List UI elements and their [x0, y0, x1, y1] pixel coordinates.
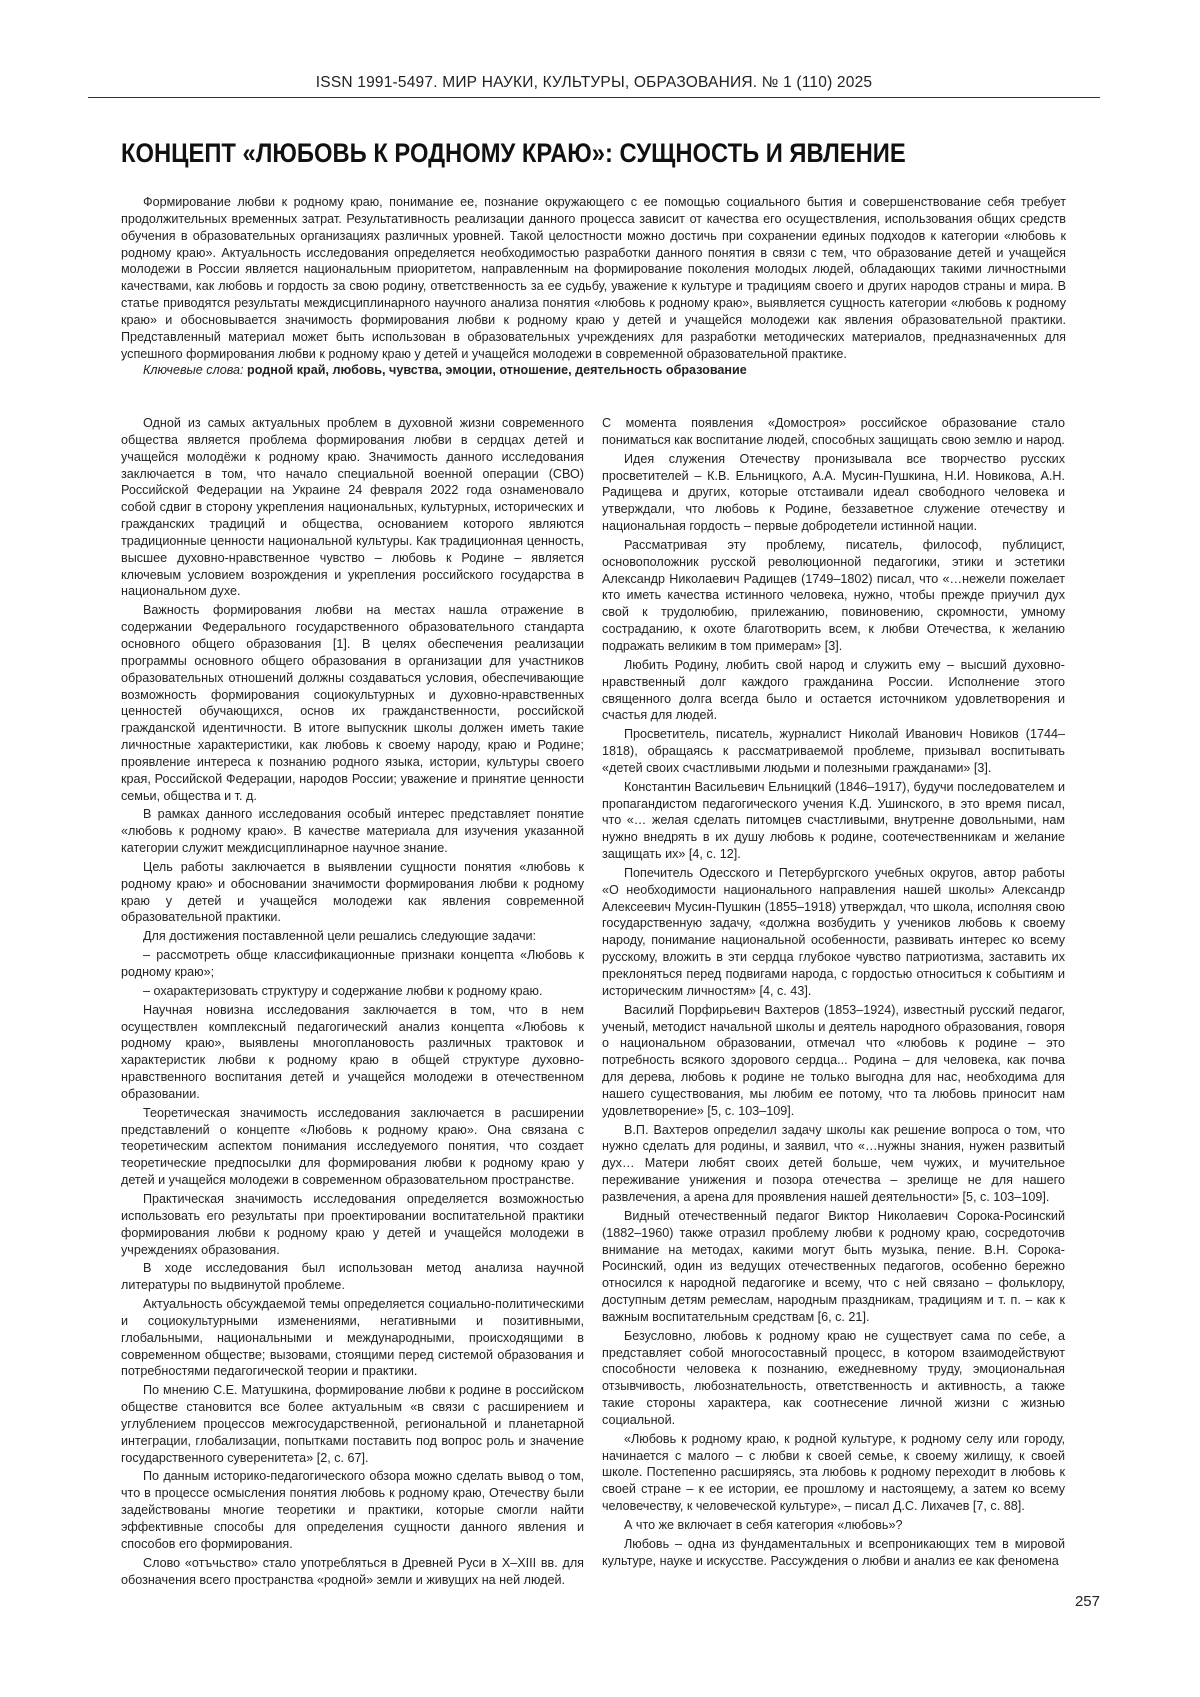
body-paragraph: По мнению С.Е. Матушкина, формирование любви к родине в российском обществе становится все более актуальным «в связи с расширением и углублением процессов межгосударственной, региональной и планетарной интеграции, глобализации, попытками поставить под вопрос роль и значение государственного суверенитета» [2, с. 67].	[121, 1382, 584, 1466]
keywords-label: Ключевые слова:	[143, 363, 244, 377]
body-paragraph: Идея служения Отечеству пронизывала все творчество русских просветителей – К.В. Ельницкого, А.А. Мусин-Пушкина, Н.И. Новикова, А.Н. Радищева и других, которые отстаивали идеал свободного человека и утверждали, что любовь к Родине, беззаветное служение отечеству и национальная гордость – первые добродетели истинной нации.	[602, 451, 1065, 535]
body-paragraph: В рамках данного исследования особый интерес представляет понятие «любовь к родному краю». В качестве материала для изучения указанной категории служит междисциплинарное научное знание.	[121, 806, 584, 857]
abstract	[121, 194, 1066, 379]
body-paragraph: Безусловно, любовь к родному краю не существует сама по себе, а представляет собой многосоставный процесс, в котором взаимодействуют способности человека к познанию, ежедневному труду, эмоциональная отзывчивость, любознательность, ответственность и активность, а также такие стороны характера, как соотнесение личной жизни с жизнью социальной.	[602, 1328, 1065, 1429]
body-paragraph: Для достижения поставленной цели решались следующие задачи:	[121, 928, 584, 945]
running-head: ISSN 1991-5497. МИР НАУКИ, КУЛЬТУРЫ, ОБРАЗОВАНИЯ. № 1 (110) 2025	[88, 74, 1100, 92]
abstract-text: Формирование любви к родному краю, понимание ее, познание окружающего с ее помощью социального бытия и совершенствование себя требует продолжительных временных затрат. Результативность реализации данного процесса зависит от качества его осуществления, использования общих средств обучения в образовательных организациях различных уровней. Такой целостности можно достичь при сохранении единых подходов к категории «любовь к родному краю». Актуальность исследования определяется необходимостью разработки данного понятия в связи с тем, что образование детей и учащейся молодежи в России является национальным приоритетом, направленным на формирование поколения молодых людей, обладающих такими личностными качествами, как любовь и гордость за свою родину, ответственность за ее судьбу, уважение к культуре и традициям своего и других народов страны и мира. В статье приводятся результаты междисциплинарного научного анализа понятия «любовь к родному краю», выявляется сущность категории «любовь к родному краю» и обосновывается значимость формирования любви к родному краю у детей и учащейся молодежи как явления образовательной практики. Представленный материал может быть использован в образовательных учреждениях для разработки методических материалов, предназначенных для успешного формирования любви к родному краю у детей и учащейся молодежи в современной образовательной практике.	[121, 194, 1066, 362]
left-column	[121, 415, 584, 1590]
body-paragraph: Слово «отъчьство» стало употребляться в Древней Руси в X–XIII вв. для обозначения всего пространства «родной» земли и живущих на ней людей.	[121, 1555, 584, 1589]
body-paragraph: Одной из самых актуальных проблем в духовной жизни современного общества является проблема формирования любви в сердцах детей и учащейся молодёжи к родному краю. Значимость данного исследования заключается в том, что начало специальной военной операции (СВО) Российской Федерации на Украине 24 февраля 2022 года ознаменовало собой сдвиг в сторону укрепления национальных, культурных, исторических и гражданских традиций и общества, основанием которого являются традиционные ценности национальной культуры. Как традиционная ценность, высшее духовно-нравственное чувство – любовь к Родине – является ключевым условием возрождения и укрепления российского государства в национальном духе.	[121, 415, 584, 600]
body-paragraph: Константин Васильевич Ельницкий (1846–1917), будучи последователем и пропагандистом педагогического учения К.Д. Ушинского, в это время писал, что «… желая сделать питомцев счастливыми, внутренне довольными, нам нужно внедрять в их душу любовь к родине, соотечественникам и желание защищать их» [4, с. 12].	[602, 779, 1065, 863]
body-paragraph: Любовь – одна из фундаментальных и всепроникающих тем в мировой культуре, науке и искусстве. Рассуждения о любви и анализ ее как феномена	[602, 1536, 1065, 1570]
body-paragraph: Просветитель, писатель, журналист Николай Иванович Новиков (1744–1818), обращаясь к рассматриваемой проблеме, призывал воспитывать «детей своих счастливыми людьми и полезными гражданами» [3].	[602, 726, 1065, 777]
keywords-text: родной край, любовь, чувства, эмоции, отношение, деятельность образование	[247, 363, 747, 377]
body-paragraph: Важность формирования любви на местах нашла отражение в содержании Федерального государственного образовательного стандарта основного общего образования [1]. В целях обеспечения реализации программы основного общего образования в организации для участников образовательных отношений должны создаваться условия, обеспечивающие возможность формирования социокультурных и духовно-нравственных ценностей обучающихся, основ их гражданственности, российской гражданской идентичности. В итоге выпускник школы должен иметь такие личностные характеристики, как любовь к своему народу, краю и Родине; проявление интереса к познанию родного языка, истории, культуры своего края, Российской Федерации, народов России; уважение и принятие ценности семьи, общества и т. д.	[121, 602, 584, 804]
body-paragraph: Попечитель Одесского и Петербургского учебных округов, автор работы «О необходимости национального направления нашей школы» Александр Алексеевич Мусин-Пушкин (1855–1918) утверждал, что школа, исполняя свою государственную задачу, «должна возбудить у учеников любовь к своему народу, понимание национальной особенности, развивать интерес ко всему русскому, вложить в эти сердца глубокое чувство патриотизма, заставить их преклоняться перед подвигами народа, с гордостью относиться к событиям и историческим личностям» [4, с. 43].	[602, 865, 1065, 1000]
article-title: КОНЦЕПТ «ЛЮБОВЬ К РОДНОМУ КРАЮ»: СУЩНОСТЬ И ЯВЛЕНИЕ	[121, 137, 966, 169]
body-paragraph: Теоретическая значимость исследования заключается в расширении представлений о концепте «Любовь к родному краю». Она связана с теоретическим аспектом понимания исследуемого понятия, что создает теоретические предпосылки для формирования любви к родному краю у детей и учащейся молодежи в современном образовательном пространстве.	[121, 1105, 584, 1189]
body-paragraph: Рассматривая эту проблему, писатель, философ, публицист, основоположник русской революционной педагогики, этики и эстетики Александр Николаевич Радищев (1749–1802) писал, что «…нежели пожелает кто иметь качества истинного человека, нужно, чтобы прежде приучил дух свой к трудолюбию, прилежанию, повиновению, скромности, умному состраданию, к охоте благотворить всем, к любви Отечества, к желанию подражать великим в том примерам» [3].	[602, 537, 1065, 655]
page-number: 257	[1050, 1593, 1100, 1610]
body-paragraph: А что же включает в себя категория «любовь»?	[602, 1517, 1065, 1534]
body-paragraph: Научная новизна исследования заключается в том, что в нем осуществлен комплексный педагогический анализ концепта «Любовь к родному краю», выявлены многоплановость различных трактовок и характеристик любви к родному краю в общей структуре духовно-нравственного воспитания детей и учащейся молодежи в отечественном образовании.	[121, 1002, 584, 1103]
task-list-item: – рассмотреть обще классификационные признаки концепта «Любовь к родному краю»;	[121, 947, 584, 981]
body-paragraph: Василий Порфирьевич Вахтеров (1853–1924), известный русский педагог, ученый, методист начальной школы и деятель народного образования, говоря о национальном образовании, отмечал что «любовь к родине – это потребность всякого здорового сердца... Родина – для человека, как почва для дерева, любовь к родине не только выгодна для нас, необходима для нашего существования, мы любим ее потому, что та любовь приносит нам удовлетворение» [5, с. 103–109].	[602, 1002, 1065, 1120]
body-paragraph: Актуальность обсуждаемой темы определяется социально-политическими и социокультурными изменениями, негативными и позитивными, глобальными, национальными и международными, происходящими в современном обществе; вызовами, стоящими перед системой образования и потребностями педагогической теории и практики.	[121, 1296, 584, 1380]
body-paragraph: Практическая значимость исследования определяется возможностью использовать его результаты при проектировании воспитательной практики формирования любви к родному краю у детей и учащейся молодежи в учреждениях образования.	[121, 1191, 584, 1258]
body-paragraph: По данным историко-педагогического обзора можно сделать вывод о том, что в процессе осмысления понятия любовь к родному краю, Отечеству были задействованы многие теоретики и практики, которые смогли найти эффективные способы для определения сущности данного явления и способов его формирования.	[121, 1468, 584, 1552]
body-paragraph: Видный отечественный педагог Виктор Николаевич Сорока-Росинский (1882–1960) также отразил проблему любви к родному краю, сосредоточив внимание на методах, какими могут быть музыка, пение. В.Н. Сорока-Росинский, один из ведущих отечественных педагогов, особенно бережно относился к народной педагогике и всему, что с ней связано – фольклору, доступным детям ремеслам, народным праздникам, традициям и т. п. – как к важным воспитательным средствам [6, с. 21].	[602, 1208, 1065, 1326]
journal-page	[0, 0, 1200, 1697]
body-paragraph-continued: С момента появления «Домостроя» российское образование стало пониматься как воспитание людей, способных защищать свою землю и народ.	[602, 415, 1065, 449]
right-column	[602, 415, 1065, 1572]
task-list-item: – охарактеризовать структуру и содержание любви к родному краю.	[121, 983, 584, 1000]
body-paragraph: «Любовь к родному краю, к родной культуре, к родному селу или городу, начинается с малого – с любви к своей семье, к своему жилищу, к своей школе. Постепенно расширяясь, эта любовь к родному переходит в любовь к своей стране – к ее истории, ее прошлому и настоящему, а затем ко всему человечеству, к человеческой культуре», – писал Д.С. Лихачев [7, с. 88].	[602, 1431, 1065, 1515]
body-paragraph: В.П. Вахтеров определил задачу школы как решение вопроса о том, что нужно сделать для родины, и заявил, что «…нужны знания, нужен развитый дух… Матери любят своих детей больше, чем чужих, и мучительное переживание унижения и позора отечества – зрелище не для нашего развлечения, а арена для проявления нашей деятельности» [5, с. 103–109].	[602, 1122, 1065, 1206]
keywords-line	[121, 362, 1066, 379]
body-paragraph: Любить Родину, любить свой народ и служить ему – высший духовно-нравственный долг каждого гражданина России. Исполнение этого священного долга всегда было и остается источником удовлетворения и счастья для людей.	[602, 657, 1065, 724]
body-paragraph: В ходе исследования был использован метод анализа научной литературы по выдвинутой проблеме.	[121, 1260, 584, 1294]
header-divider	[88, 97, 1100, 98]
body-paragraph: Цель работы заключается в выявлении сущности понятия «любовь к родному краю» и обосновании значимости формирования любви к родному краю у детей и учащейся молодежи как явления современной образовательной практики.	[121, 859, 584, 926]
